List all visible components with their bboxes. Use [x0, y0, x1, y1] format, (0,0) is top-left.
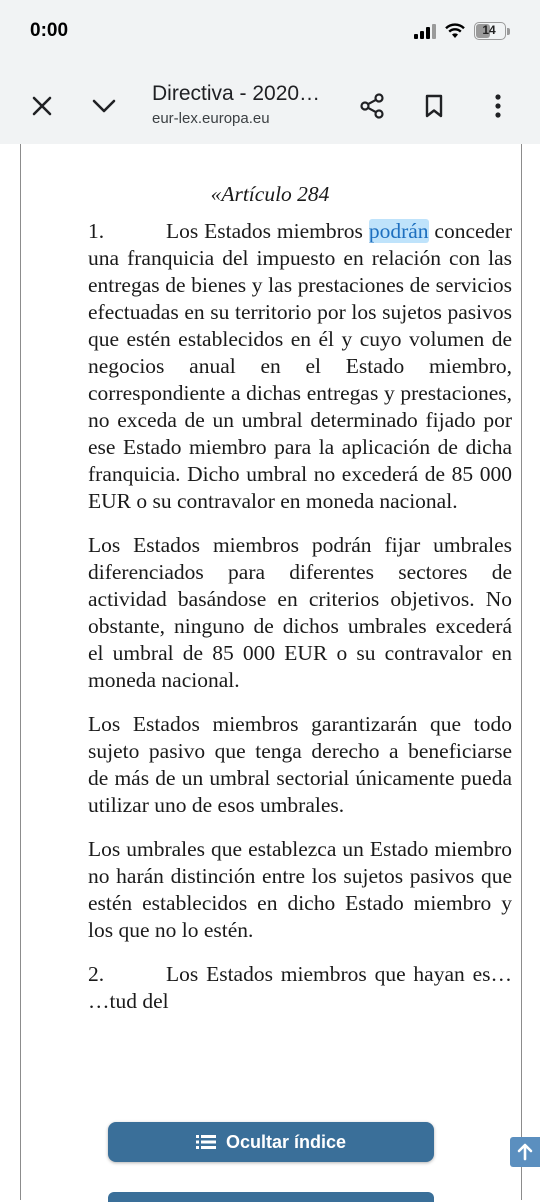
- paragraph-4: Los umbrales que establezca un Estado miembro no harán distinción entre los sujetos pasivos que estén establecidos en dicho Estado miembro y los que no lo estén.: [88, 837, 512, 942]
- battery-level: 14: [482, 23, 496, 37]
- list-icon: [196, 1134, 216, 1150]
- paragraph-3: Los Estados miembros garantizarán que todo sujeto pasivo que tenga derecho a beneficiarse de más de un umbral sectorial únicamente pueda utilizar uno de esos umbrales.: [88, 712, 512, 817]
- paragraph-number: 1.: [88, 219, 105, 243]
- paragraph-2: Los Estados miembros podrán fijar umbrales diferenciados para diferentes sectores de actividad basándose en criterios objetivos. No obstante, ninguno de dichos umbrales excederá el umbral de 85 000 EUR o su contravalor en moneda nacional.: [88, 533, 512, 692]
- battery-icon: [474, 22, 506, 40]
- chevron-down-icon[interactable]: [84, 86, 124, 126]
- page-title[interactable]: Directiva - 2020…: [152, 82, 321, 105]
- status-bar: [0, 0, 540, 66]
- status-time: 0:00: [30, 20, 69, 41]
- arrow-up-icon: [517, 1143, 533, 1161]
- document-view[interactable]: [0, 144, 540, 1200]
- article-title: «Artículo 284: [210, 182, 330, 206]
- signal-icon: [414, 23, 436, 39]
- bookmark-icon[interactable]: [414, 86, 454, 126]
- article-body: [88, 218, 512, 1032]
- paragraph-5-text: Los Estados miembros que hayan es… …tud del: [88, 962, 512, 1013]
- paragraph-number: 2.: [88, 962, 105, 986]
- more-vert-icon[interactable]: [478, 86, 518, 126]
- hide-index-button[interactable]: [108, 1122, 434, 1162]
- paragraph-5: [88, 961, 512, 1015]
- highlighted-word[interactable]: podrán: [368, 219, 429, 243]
- share-icon[interactable]: [352, 86, 392, 126]
- scroll-top-button[interactable]: [510, 1137, 540, 1167]
- bottom-toolbar-edge: [108, 1192, 434, 1202]
- paragraph-1: [88, 218, 512, 515]
- wifi-icon: [444, 23, 466, 39]
- close-icon[interactable]: [22, 86, 62, 126]
- paragraph-1-post: conceder una franquicia del impuesto en relación con las entregas de bienes y las prestaciones de servicios efectuadas en su territorio por los sujetos pasivos que estén establecidos en él y cuyo volumen de negocios anual en el Estado miembro, correspondiente a dichas entregas y prestaciones, no exceda de un umbral determinado fijado por ese Estado miembro para la aplicación de dicha franquicia. Dicho umbral no excederá de 85 000 EUR o su contravalor en moneda nacional.: [88, 219, 512, 513]
- status-icons: [414, 22, 506, 40]
- page-url[interactable]: eur-lex.europa.eu: [152, 110, 270, 127]
- paragraph-1-pre: Los Estados miembros: [166, 219, 369, 243]
- hide-index-label: Ocultar índice: [225, 1131, 347, 1152]
- browser-toolbar: [0, 66, 540, 144]
